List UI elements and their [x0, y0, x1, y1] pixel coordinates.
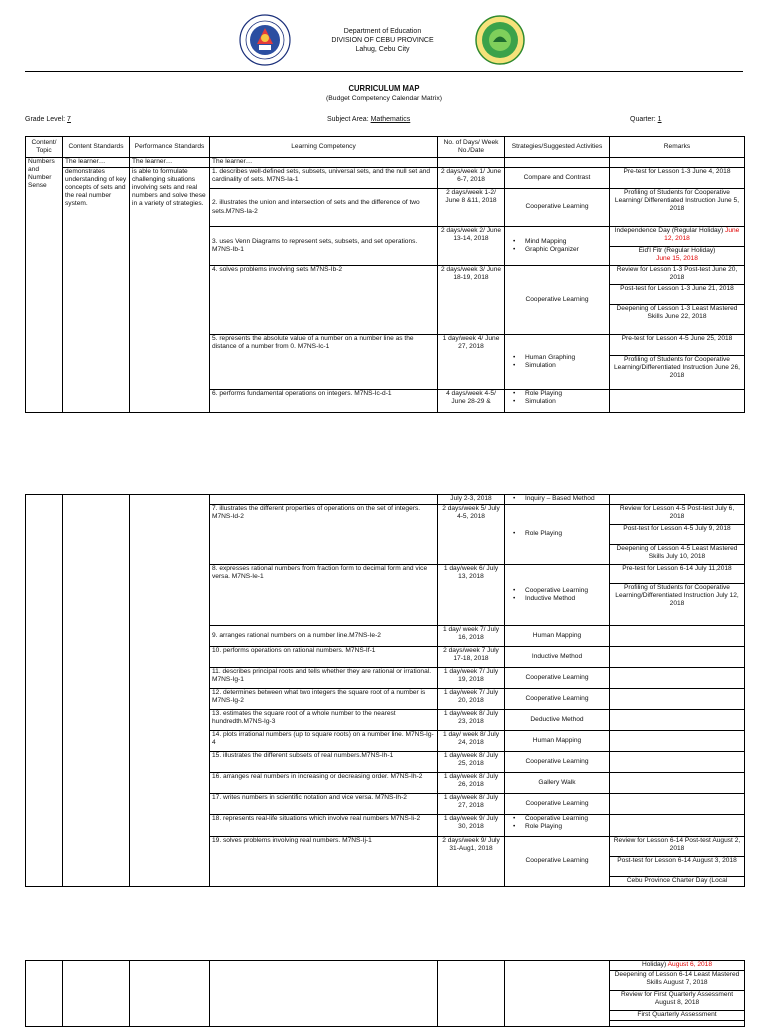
- table-row: [26, 961, 745, 971]
- remarks-cell: Pre-test for Lesson 6-14 July 11,2018: [610, 565, 745, 584]
- remarks-cell: [610, 647, 745, 668]
- remark-text: Independence Day (Regular Holiday): [614, 227, 724, 234]
- table-header-row: [26, 137, 745, 158]
- strategy-cell: [505, 495, 610, 505]
- competency-cell: 16. arranges real numbers in increasing or decreasing order. M7NS-Ih-2: [210, 773, 438, 794]
- strategy-cell: Cooperative Learning: [505, 668, 610, 689]
- strategy-cell: [505, 961, 610, 1027]
- strategy-cell: [505, 815, 610, 837]
- department-line: Department of Education: [343, 28, 422, 35]
- col-days: No. of Days/ Week No./Date: [438, 137, 505, 158]
- competency-cell: 1. describes well-defined sets, subsets, universal sets, and the null set and cardinality of sets. M7NS-Ia-1: [210, 168, 438, 189]
- remarks-cell: [610, 710, 745, 731]
- topic-cell: Numbers and Number Sense: [26, 158, 63, 413]
- remarks-cell: [610, 247, 745, 266]
- competency-cell: 8. expresses rational numbers from fraction form to decimal form and vice versa. M7NS-Ie-1: [210, 565, 438, 626]
- competency-cell: 2. illustrates the union and intersection of sets and the difference of two sets.M7NS-Ia-2: [210, 189, 438, 227]
- remarks-cell: [610, 794, 745, 815]
- strategy-cell: Inductive Method: [505, 647, 610, 668]
- strategy-cell: Cooperative Learning: [505, 266, 610, 335]
- col-topic: Content/ Topic: [26, 137, 63, 158]
- remarks-cell: Review for Lesson 6-14 Post-test August 2, 2018: [610, 837, 745, 857]
- strategy-cell: Compare and Contrast: [505, 168, 610, 189]
- remarks-cell: [610, 752, 745, 773]
- col-strategies: Strategies/Suggested Activities: [505, 137, 610, 158]
- remarks-cell: Review for Lesson 4-5 Post-test July 6, 2018: [610, 505, 745, 525]
- division-seal-logo: [475, 15, 525, 65]
- learner-label: The learner…: [210, 158, 438, 168]
- remarks-cell: Review for First Quarterly Assessment August 8, 2018: [610, 991, 745, 1011]
- days-cell: 4 days/week 4-5/ June 28-29 &: [438, 390, 505, 413]
- subject-label: Subject Area:: [327, 116, 369, 123]
- days-cell: 1 day/week 8/ July 23, 2018: [438, 710, 505, 731]
- content-standard-cell: [63, 495, 130, 887]
- days-cell: 1 day/week 6/ July 13, 2018: [438, 565, 505, 626]
- competency-cell: 7. illustrates the different properties of operations on the set of integers. M7NS-Id-2: [210, 505, 438, 565]
- days-cell: 1 day/week 8/ July 27, 2018: [438, 794, 505, 815]
- content-standard-cell: [63, 961, 130, 1027]
- remarks-cell: [610, 731, 745, 752]
- performance-standard-cell: [130, 495, 210, 887]
- curriculum-table-page-2: [25, 494, 745, 887]
- remarks-cell: [610, 390, 745, 413]
- strategy-cell: Human Mapping: [505, 626, 610, 647]
- strategy-cell: Cooperative Learning: [505, 189, 610, 227]
- competency-cell: 19. solves problems involving real numbers. M7NS-Ij-1: [210, 837, 438, 887]
- col-learning-competency: Learning Competency: [210, 137, 438, 158]
- strategy-cell: Cooperative Learning: [505, 837, 610, 887]
- remarks-cell: Review for Lesson 1-3 Post-test June 20, 2018: [610, 266, 745, 285]
- remarks-cell: Post-test for Lesson 6-14 August 3, 2018: [610, 857, 745, 877]
- holiday-date: August 6, 2018: [667, 961, 713, 968]
- remarks-cell: Post-test for Lesson 1-3 June 21, 2018: [610, 285, 745, 305]
- days-cell: 2 days/week 7 July 17-18, 2018: [438, 647, 505, 668]
- remarks-cell: [610, 815, 745, 837]
- days-cell: 2 days/week 2/ June 13-14, 2018: [438, 227, 505, 266]
- strategy-item: • Role Playing: [513, 823, 607, 831]
- deped-seal-logo: [239, 14, 291, 66]
- performance-standard-cell: [130, 961, 210, 1027]
- remarks-cell: First Quarterly Assessment: [610, 1011, 745, 1021]
- strategy-item: • Role Playing: [513, 530, 607, 538]
- remarks-cell: [610, 227, 745, 247]
- subject-value: Mathematics: [370, 116, 411, 123]
- remarks-cell: Pre-test for Lesson 1-3 June 4, 2018: [610, 168, 745, 189]
- remarks-cell: Profiling of Students for Cooperative Learning/Differentiated Instruction July 12, 2018: [610, 584, 745, 626]
- strategy-item: • Role Playing: [513, 390, 607, 398]
- remarks-cell: [610, 495, 745, 505]
- days-cell: 2 days/week 3/ June 18-19, 2018: [438, 266, 505, 335]
- competency-cell: 14. plots irrational numbers (up to square roots) on a number line. M7NS-Ig-4: [210, 731, 438, 752]
- remarks-cell: Pre-test for Lesson 4-5 June 25, 2018: [610, 335, 745, 356]
- topic-cell: [26, 961, 63, 1027]
- strategy-item: • Simulation: [513, 398, 607, 406]
- days-cell: [438, 961, 505, 1027]
- strategy-item: • Inquiry – Based Method: [513, 495, 607, 503]
- remarks-cell: [610, 668, 745, 689]
- quarter-value: 1: [657, 116, 662, 123]
- page-subtitle: (Budget Competency Calendar Matrix): [326, 95, 442, 102]
- strategy-item: • Cooperative Learning: [513, 587, 607, 595]
- days-cell: 2 days/week 5/ July 4-5, 2018: [438, 505, 505, 565]
- remarks-cell: Deepening of Lesson 6-14 Least Mastered Skills August 7, 2018: [610, 971, 745, 991]
- days-cell: 1 day/week 7/ July 20, 2018: [438, 689, 505, 710]
- col-remarks: Remarks: [610, 137, 745, 158]
- strategy-item: • Mind Mapping: [513, 238, 607, 246]
- strategy-item: • Cooperative Learning: [513, 815, 607, 823]
- grade-level: [25, 116, 71, 123]
- remarks-cell: [610, 773, 745, 794]
- competency-cell: 12. determines between what two integers the square root of a number is M7NS-Ig-2: [210, 689, 438, 710]
- col-content-standards: Content Standards: [63, 137, 130, 158]
- days-cell: 1 day/ week 8/ July 24, 2018: [438, 731, 505, 752]
- strategy-cell: [505, 227, 610, 266]
- days-cell: 2 days/week 1-2/ June 8 &11, 2018: [438, 189, 505, 227]
- strategy-item: • Human Graphing: [513, 354, 607, 362]
- col-performance-standards: Performance Standards: [130, 137, 210, 158]
- quarter: [630, 116, 662, 123]
- performance-standard-cell: is able to formulate challenging situations involving sets and real numbers and solve these in a variety of strategies.: [130, 168, 210, 413]
- strategy-item: • Simulation: [513, 362, 607, 370]
- address-line: Lahug, Cebu City: [355, 46, 410, 53]
- table-row: [26, 168, 745, 189]
- holiday-date: June 15, 2018: [656, 255, 698, 263]
- competency-cell: 4. solves problems involving sets M7NS-Ib-2: [210, 266, 438, 335]
- competency-cell: 13. estimates the square root of a whole number to the nearest hundredth.M7NS-Ig-3: [210, 710, 438, 731]
- competency-cell: 18. represents real-life situations which involve real numbers M7NS-Ii-2: [210, 815, 438, 837]
- curriculum-table-page-3: [25, 960, 745, 1027]
- content-standard-cell: demonstrates understanding of key concepts of sets and the real number system.: [63, 168, 130, 413]
- remark-text: Holiday): [641, 961, 667, 968]
- competency-cell: 9. arranges rational numbers on a number line.M7NS-Ie-2: [210, 626, 438, 647]
- page-title: CURRICULUM MAP: [348, 83, 420, 93]
- learner-row: [26, 158, 745, 168]
- strategy-cell: [505, 505, 610, 565]
- remarks-cell: [610, 626, 745, 647]
- table-row: [26, 495, 745, 505]
- strategy-cell: Cooperative Learning: [505, 794, 610, 815]
- competency-cell: 6. performs fundamental operations on integers. M7NS-Ic-d-1: [210, 390, 438, 413]
- competency-cell: [210, 961, 438, 1027]
- strategy-cell: [505, 335, 610, 390]
- remarks-cell: [610, 689, 745, 710]
- competency-cell: [210, 495, 438, 505]
- strategy-cell: Human Mapping: [505, 731, 610, 752]
- strategy-cell: [505, 565, 610, 626]
- grade-value: 7: [67, 116, 71, 123]
- competency-cell: 17. writes numbers in scientific notation and vice versa. M7NS-Ih-2: [210, 794, 438, 815]
- competency-cell: 15. illustrates the different subsets of real numbers.M7NS-Ih-1: [210, 752, 438, 773]
- days-cell: 1 day/week 4/ June 27, 2018: [438, 335, 505, 390]
- days-cell: 2 days/week 1/ June 6-7, 2018: [438, 168, 505, 189]
- learner-label: The learner…: [63, 158, 130, 168]
- strategy-item: • Inductive Method: [513, 595, 607, 603]
- days-cell: 1 day/ week 7/ July 16, 2018: [438, 626, 505, 647]
- competency-cell: 5. represents the absolute value of a number on a number line as the distance of a number from 0. M7NS-Ic-1: [210, 335, 438, 390]
- topic-cell: [26, 495, 63, 887]
- competency-cell: 10. performs operations on rational numbers. M7NS-If-1: [210, 647, 438, 668]
- quarter-label: Quarter:: [630, 116, 656, 123]
- strategy-item: • Graphic Organizer: [513, 246, 607, 254]
- header-divider: [25, 71, 743, 72]
- remark-text: Eid'l Fitr (Regular Holiday): [638, 247, 716, 254]
- days-cell: 1 day/week 8/ July 25, 2018: [438, 752, 505, 773]
- strategy-cell: Gallery Walk: [505, 773, 610, 794]
- strategy-cell: Cooperative Learning: [505, 752, 610, 773]
- remarks-cell: Deepening of Lesson 1-3 Least Mastered Skills June 22, 2018: [610, 305, 745, 335]
- learner-label: The learner…: [130, 158, 210, 168]
- division-line: DIVISION OF CEBU PROVINCE: [331, 37, 434, 44]
- strategy-cell: Deductive Method: [505, 710, 610, 731]
- competency-cell: 3. uses Venn Diagrams to represent sets, subsets, and set operations. M7NS-Ib-1: [210, 227, 438, 266]
- remarks-cell: Profiling of Students for Cooperative Learning/ Differentiated Instruction June 5, 2018: [610, 189, 745, 227]
- days-cell: 1 day/week 7/ July 19, 2018: [438, 668, 505, 689]
- remarks-cell: Profiling of Students for Cooperative Learning/Differentiated Instruction June 26, 2018: [610, 356, 745, 390]
- remarks-cell: Cebu Province Charter Day (Local: [610, 877, 745, 887]
- days-cell: 2 days/week 9/ July 31-Aug1, 2018: [438, 837, 505, 887]
- curriculum-table-page-1: [25, 136, 745, 413]
- competency-cell: 11. describes principal roots and tells whether they are rational or irrational. M7NS-Ig-1: [210, 668, 438, 689]
- days-cell: 1 day/week 9/ July 30, 2018: [438, 815, 505, 837]
- days-cell: July 2-3, 2018: [438, 495, 505, 505]
- holiday-date: June 12, 2018: [664, 227, 740, 243]
- grade-label: Grade Level:: [25, 116, 66, 123]
- strategy-cell: [505, 390, 610, 413]
- remarks-cell: [610, 961, 745, 971]
- remarks-cell: Deepening of Lesson 4-5 Least Mastered Skills July 10, 2018: [610, 545, 745, 565]
- subject-area: [327, 116, 410, 123]
- days-cell: 1 day/week 8/ July 26, 2018: [438, 773, 505, 794]
- strategy-cell: Cooperative Learning: [505, 689, 610, 710]
- remarks-cell: Post-test for Lesson 4-5 July 9, 2018: [610, 525, 745, 545]
